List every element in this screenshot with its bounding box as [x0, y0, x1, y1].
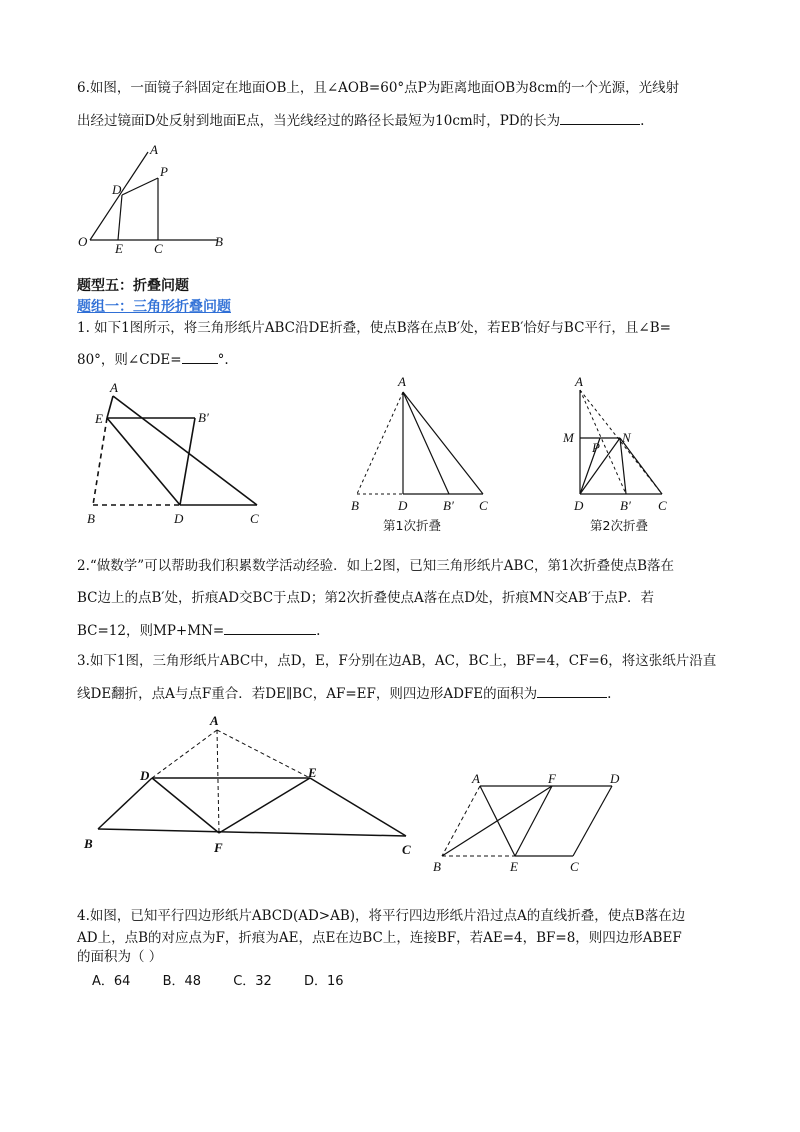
q6-label-C: C: [154, 241, 163, 256]
q3-fig1-label-A: A: [210, 713, 219, 728]
q1-end: °.: [217, 352, 229, 368]
q4-figure-parallelogram: [430, 768, 650, 878]
q1-fig1-label-C: C: [250, 511, 259, 526]
q4-fig-label-E: E: [510, 859, 518, 874]
q2-fig-label-D: D: [398, 498, 408, 513]
q6-label-D: D: [112, 182, 122, 197]
q2-fig3-label-Bp: B′: [620, 498, 631, 513]
q2-fig-label-Bp: B′: [443, 498, 454, 513]
q2-fig-caption-first: 第1次折叠: [383, 518, 441, 533]
q4-fig-label-D: D: [610, 771, 620, 786]
q4-line-1: 4.如图，已知平行四边形纸片ABCD(AD>AB)，将平行四边形纸片沿过点A的直线折叠，使点B落在边: [77, 908, 686, 924]
q4-fig-label-C: C: [570, 859, 579, 874]
q3-fig1-label-E: E: [308, 765, 317, 780]
q2-fig-label-B: B: [351, 498, 359, 513]
q2-line-3: [77, 620, 320, 641]
q1-answer-blank: [182, 349, 218, 364]
q2-fig3-label-C: C: [658, 498, 667, 513]
q6-label-A: A: [150, 142, 158, 157]
section-group-title[interactable]: 题组一：三角形折叠问题: [77, 299, 231, 315]
q2-end: .: [316, 623, 321, 639]
q2-text: BC=12，则MP+MN=: [77, 623, 225, 639]
q6-label-B: B: [215, 234, 223, 249]
q3-answer-blank: [537, 683, 607, 698]
q2-fig3-label-A: A: [575, 374, 583, 389]
q2-fig-label-A: A: [398, 374, 406, 389]
q1-text: 80°，则∠CDE=: [77, 352, 182, 368]
q6-line-2: [77, 110, 644, 131]
q2-fig-caption-second: 第2次折叠: [590, 518, 648, 533]
q6-label-P: P: [160, 164, 168, 179]
q3-fig1-label-C: C: [402, 842, 411, 857]
q1-fig1-label-A: A: [110, 380, 118, 395]
q3-line-2: [77, 683, 611, 704]
q2-answer-blank: [224, 620, 316, 635]
q6-text: 出经过镜面D处反射到地面E点，当光线经过的路径长最短为10cm时，PD的长为: [77, 113, 561, 129]
q1-fig1-label-Bp: B′: [198, 410, 209, 425]
q1-line-1: 1. 如下1图所示，将三角形纸片ABC沿DE折叠，使点B落在点B′处，若EB′恰好与BC平行，且∠B=: [77, 320, 671, 336]
q1-fig1-label-D: D: [174, 511, 184, 526]
q1-figure: [85, 378, 275, 528]
q4-option-d[interactable]: D．16: [303, 974, 344, 989]
q3-figure-triangle: [80, 712, 420, 862]
q4-fig-label-F: F: [548, 771, 556, 786]
q4-line-2: AD上，点B的对应点为F，折痕为AE，点E在边BC上，连接BF，若AE=4，BF=8，则四边形ABEF: [77, 930, 682, 946]
q3-fig1-label-D: D: [140, 768, 150, 783]
q4-fig-label-A: A: [472, 771, 480, 786]
q2-figure-first-fold: [345, 374, 505, 539]
q6-label-O: O: [78, 234, 88, 249]
q1-fig1-label-E: E: [95, 411, 103, 426]
q6-end: .: [640, 113, 645, 129]
q6-line-1: 6.如图，一面镜子斜固定在地面OB上，且∠AOB=60°点P为距离地面OB为8cm的一个光源，光线射: [77, 80, 680, 96]
q3-fig1-label-F: F: [214, 840, 223, 855]
q6-label-E: E: [115, 241, 123, 256]
q4-options: [92, 970, 372, 989]
q2-figure-second-fold: [560, 374, 690, 539]
q3-end: .: [607, 686, 612, 702]
q2-fig3-label-N: N: [622, 430, 631, 445]
q2-line-2: BC边上的点B′处，折痕AD交BC于点D；第2次折叠使点A落在点D处，折痕MN交AB′于点P．若: [77, 590, 654, 606]
q1-line-2: [77, 349, 229, 370]
q4-option-b[interactable]: B．48: [162, 974, 202, 989]
q4-option-a[interactable]: A．64: [92, 974, 131, 989]
q4-option-c[interactable]: C．32: [233, 974, 272, 989]
q4-line-3: 的面积为（ ）: [77, 949, 163, 965]
q6-answer-blank: [560, 110, 640, 125]
section-type-title: 题型五：折叠问题: [77, 278, 189, 294]
q4-fig-label-B: B: [433, 859, 441, 874]
q3-text: 线DE翻折，点A与点F重合．若DE∥BC，AF=EF，则四边形ADFE的面积为: [77, 686, 538, 702]
q3-line-1: 3.如下1图，三角形纸片ABC中，点D，E，F分别在边AB，AC，BC上，BF=4，CF=6，将这张纸片沿直: [77, 653, 717, 669]
q2-fig-label-C: C: [479, 498, 488, 513]
q1-fig1-label-B: B: [87, 511, 95, 526]
q2-line-1: 2.“做数学”可以帮助我们积累数学活动经验．如上2图，已知三角形纸片ABC，第1次折叠使点B落在: [77, 558, 675, 574]
q2-fig3-label-D: D: [574, 498, 584, 513]
q2-fig3-label-P: P: [592, 440, 600, 455]
q2-fig3-label-M: M: [563, 430, 574, 445]
q3-fig1-label-B: B: [84, 836, 93, 851]
q6-figure: [70, 140, 230, 255]
